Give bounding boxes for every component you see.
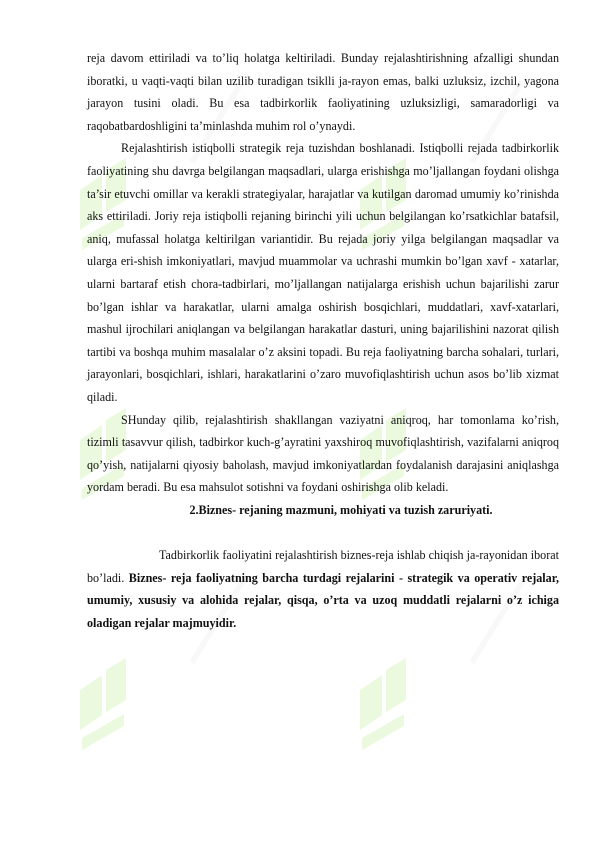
paragraph-2: Rejalashtirish istiqbolli strategik reja tuzishdan boshlanadi. Istiqbolli rejada tadbirkorlik faoliyatining shu davrga belgilangan maqsadlari, ularga erishishga mo’ljallangan foydani olishga ta’sir etuvchi omillar va kerakli strategiyalar, harajatlar va kutilgan daromad umumiy ko’rinishda aks ettiriladi. Joriy reja istiqbolli rejaning birinchi yili uchun belgilangan ko’rsatkichlar batafsil, aniq, mufassal holatga keltirilgan variantidir. Bu rejada joriy yilga belgilangan maqsadlar va ularga eri-shish imkoniyatlari, mavjud muammolar va uchrashi mumkin bo’lgan xavf - xatarlar, ularni bartaraf etish chora-tadbirlari, mo’ljallangan natijalarga erishish uchun bajarilishi zarur bo’lgan ishlar va harakatlar, ularni amalga oshirish bosqichlari, muddatlari, xavf-xatarlari, mashul ijrochilari aniqlangan va belgilangan harakatlar dasturi, uning bajarilishini nazorat qilish tartibi va boshqa muhim masalalar o’z aksini topadi. Bu reja faoliyatning barcha sohalari, turlari, jarayonlari, bosqichlari, ishlari, harakatlarini o’zaro muvofiqlashtirish uchun asos bo’lib xizmat qiladi. [87,141,559,404]
document-page [87,47,559,634]
spacer [87,521,559,544]
paragraph-3: SHunday qilib, rejalashtirish shakllangan vaziyatni aniqroq, har tomonlama ko’rish, tizimli tasavvur qilish, tadbirkor kuch-g’ayratini yaxshiroq muvofiqlashtirish, vazifalarni aniqroq qo’yish, natijalarni qiyosiy baholash, mavjud imkoniyatlardan foydalanish darajasini aniqlashga yordam beradi. Bu esa mahsulot sotishni va foydani oshirishga olib keladi. [87,412,559,495]
watermark-icon [72,630,132,770]
paragraph-1: reja davom ettiriladi va to’liq holatga keltiriladi. Bunday rejalashtirishning afzalligi shundan iboratki, u vaqti-vaqti bilan uzilib turadigan tsiklli ja-rayon emas, balki uzluksiz, izchil, yagona jarayon tusini oladi. Bu esa tadbirkorlik faoliyatining uzluksizligi, samaradorligi va raqobatbardoshligini ta’minlashda muhim rol o’ynaydi. [87,51,559,133]
paragraph-4 [87,544,559,634]
watermark-icon [352,630,412,770]
paragraph-4-bold-text: Biznes- reja faoliyatning barcha turdagi rejalarini - strategik va operativ rejalar, umumiy, xususiy va alohida rejalar, qisqa, o’rta va uzoq muddatli rejalarni o’z ichiga oladigan rejalar majmuyidir. [87,570,559,630]
paragraph-4-text: Tadbirkorlik faoliyatini rejalashtirish biznes-reja ishlab chiqish ja-rayonidan iborat bo’ladi. [87,548,559,585]
section-heading: 2.Biznes- rejaning mazmuni, mohiyati va tuzish zaruriyati. [189,502,493,517]
